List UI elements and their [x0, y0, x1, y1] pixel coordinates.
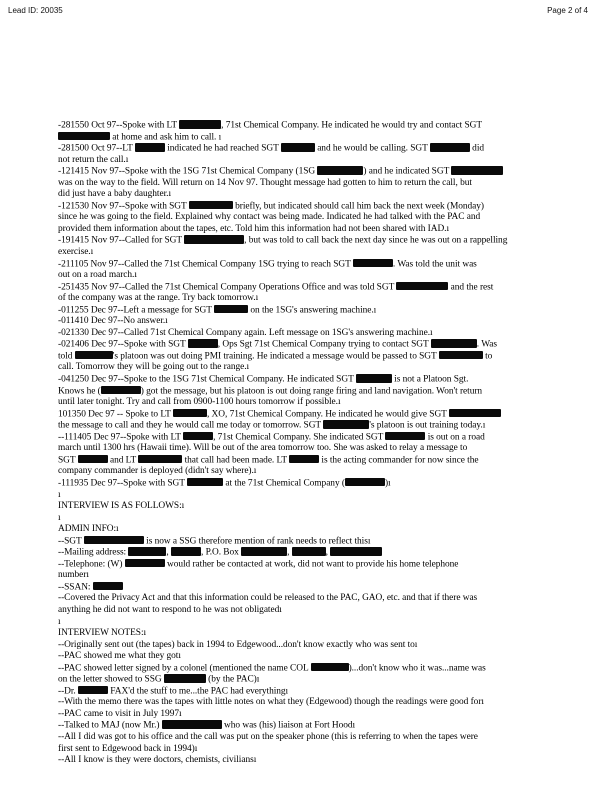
redaction-bar — [184, 235, 244, 244]
redaction-bar — [58, 132, 110, 141]
document-line — [58, 178, 586, 190]
redaction-bar — [78, 455, 108, 464]
redaction-bar — [101, 386, 141, 395]
line-text: (by the PAC)ı — [205, 674, 260, 685]
line-text: exercise.ı — [58, 247, 94, 258]
line-text: --All I know is they were doctors, chemists, civiliansı — [58, 755, 257, 766]
line-text: , Ops Sgt 71st Chemical Company trying to contact SGT — [217, 339, 431, 350]
document-line — [58, 628, 586, 640]
document-line — [58, 720, 586, 732]
line-text: -111935 Dec 97--Spoke with SGT — [58, 478, 188, 489]
redaction-bar — [317, 166, 363, 175]
redaction-bar — [171, 547, 201, 556]
redaction-bar — [135, 143, 165, 152]
document-line — [58, 212, 586, 224]
line-text: -121415 Nov 97--Spoke with the 1SG 71st Chemical Company (1SG — [58, 166, 318, 177]
redaction-bar — [179, 120, 221, 129]
redaction-bar — [289, 455, 319, 464]
redaction-bar — [93, 582, 123, 591]
document-line — [58, 386, 586, 398]
line-text: --PAC showed letter signed by a colonel (mentioned the name COL — [58, 663, 311, 674]
redaction-bar — [356, 374, 392, 383]
line-text: on the letter showed to SSG — [58, 674, 164, 685]
redaction-bar — [78, 686, 108, 695]
line-text: 101350 Dec 97 -- Spoke to LT — [58, 409, 173, 420]
line-text: --Originally sent out (the tapes) back in 1994 to Edgewood...don't know exactly who was sent toı — [58, 639, 418, 650]
document-line — [58, 466, 586, 478]
line-text: , but was told to call back the next day since he was out on a rappelling — [244, 235, 508, 246]
redaction-bar — [187, 478, 223, 487]
document-line — [58, 132, 586, 144]
document-line — [58, 524, 586, 536]
document-line — [58, 686, 586, 698]
document-line — [58, 270, 586, 282]
line-text: -251435 Nov 97--Called the 71st Chemical Company Operations Office and was told SGT — [58, 282, 397, 293]
document-line — [58, 235, 586, 247]
document-line — [58, 155, 586, 167]
line-text: and he would be calling. SGT — [314, 143, 430, 154]
line-text: , XO, 71st Chemical Company. He indicated he would give SGT — [206, 409, 449, 420]
document-line — [58, 443, 586, 455]
line-text: Knows he ( — [58, 386, 101, 397]
document-line — [58, 593, 586, 605]
line-text: --111405 Dec 97--Spoke with LT — [58, 432, 184, 443]
document-line — [58, 709, 586, 721]
document-line — [58, 697, 586, 709]
line-text: indicated he had reached SGT — [164, 143, 281, 154]
document-line — [58, 339, 586, 351]
redaction-bar — [330, 547, 382, 556]
line-text: at home and ask him to call. ı — [110, 132, 222, 143]
document-line — [58, 478, 586, 490]
line-text: --SGT — [58, 536, 84, 547]
redaction-bar — [430, 143, 470, 152]
document-line — [58, 328, 586, 340]
line-text: at the 71st Chemical Company ( — [223, 478, 345, 489]
document-line — [58, 201, 586, 213]
line-text: -191415 Nov 97--Called for SGT — [58, 235, 185, 246]
line-text: out on a road march.ı — [58, 270, 137, 281]
document-line — [58, 651, 586, 663]
redaction-bar — [345, 478, 385, 487]
document-line — [58, 120, 586, 132]
line-text: call. Tomorrow they will be going out to the range.ı — [58, 362, 250, 373]
line-text: to — [482, 351, 493, 362]
line-text: not return the call.ı — [58, 154, 129, 165]
redaction-bar — [214, 305, 248, 314]
document-body — [58, 120, 586, 767]
line-text: since he was going to the field. Explained why contact was being made. Indicated he had talked with the PAC and — [58, 212, 481, 223]
document-line — [58, 166, 586, 178]
line-text: numberı — [58, 570, 89, 581]
line-text: first sent to Edgewood back in 1994)ı — [58, 743, 198, 754]
line-text: , — [287, 547, 292, 558]
line-text: --SSAN: — [58, 582, 93, 593]
redaction-bar — [173, 409, 207, 418]
document-line — [58, 316, 586, 328]
line-text: anything he did not want to respond to he was not obligatedı — [58, 604, 282, 615]
redaction-bar — [189, 201, 233, 210]
document-line — [58, 640, 586, 652]
document-line — [58, 570, 586, 582]
line-text: provided them information about the tapes, etc. Told him this information had not been shared with IAD.ı — [58, 223, 450, 234]
document-line — [58, 143, 586, 155]
document-line — [58, 559, 586, 571]
line-text: ) got the message, but his platoon is out doing range firing and land navigation. Won't return — [140, 386, 483, 397]
line-text: FAX'd the stuff to me...the PAC had everythingı — [108, 686, 289, 697]
document-line — [58, 189, 586, 201]
line-text: told — [58, 351, 75, 362]
document-line — [58, 305, 586, 317]
line-text: until later tonight. Try and call from 0900-1100 hours tomorrow if possible.ı — [58, 397, 341, 408]
redaction-bar — [431, 339, 477, 348]
line-text: . Was told the unit was — [392, 259, 477, 270]
document-line — [58, 224, 586, 236]
line-text: -281550 Oct 97--Spoke with LT — [58, 120, 180, 131]
line-text: and LT — [107, 455, 139, 466]
line-text: INTERVIEW NOTES:ı — [58, 628, 147, 639]
document-line — [58, 293, 586, 305]
line-text: the message to call and they he would call me today or tomorrow. SGT — [58, 420, 324, 431]
line-text: on the 1SG's answering machine.ı — [248, 305, 377, 316]
document-line — [58, 409, 586, 421]
line-text: company commander is deployed (didn't say where).ı — [58, 466, 257, 477]
document-line — [58, 247, 586, 259]
document-line — [58, 744, 586, 756]
document-line — [58, 432, 586, 444]
document-line — [58, 374, 586, 386]
redaction-bar — [385, 432, 425, 441]
line-text: -011410 Dec 97--No answer.ı — [58, 316, 168, 327]
line-text: briefly, but indicated should call him back the next week (Monday) — [232, 201, 485, 212]
redaction-bar — [162, 720, 222, 729]
line-text: , 71st Chemical Company. She indicated SGT — [213, 432, 386, 443]
line-text: --All I did was got to his office and the call was put on the speaker phone (this is referring to when the tapes were — [58, 731, 478, 742]
line-text: is now a SSG therefore mention of rank needs to reflect thisı — [143, 536, 371, 547]
line-text: --Dr. — [58, 686, 79, 697]
redaction-bar — [281, 143, 315, 152]
line-text: was on the way to the field. Will return on 14 Nov 97. Thought message had gotten to him to return the call, but — [58, 177, 472, 188]
line-text: , 71st Chemical Company. He indicated he would try and contact SGT — [221, 120, 483, 131]
line-text: -021330 Dec 97--Called 71st Chemical Company again. Left message on 1SG's answering machine.ı — [58, 327, 433, 338]
document-line — [58, 397, 586, 409]
line-text: did — [469, 143, 485, 154]
line-text: ) and he indicated SGT — [363, 166, 452, 177]
page-number: Page 2 of 4 — [547, 6, 588, 15]
document-line — [58, 501, 586, 513]
document-line — [58, 259, 586, 271]
line-text: -281500 Oct 97--LT — [58, 143, 135, 154]
line-text: did just have a baby daughter.ı — [58, 189, 172, 200]
line-text: -041250 Dec 97--Spoke to the 1SG 71st Chemical Company. He indicated SGT — [58, 374, 356, 385]
line-text: -011255 Dec 97--Left a message for SGT — [58, 305, 215, 316]
redaction-bar — [396, 282, 448, 291]
document-line — [58, 490, 586, 502]
line-text: of the company was at the range. Try back tomorrow.ı — [58, 293, 259, 304]
document-line — [58, 663, 586, 675]
document-line — [58, 455, 586, 467]
line-text: -211105 Nov 97--Called the 71st Chemical Company 1SG trying to reach SGT — [58, 259, 353, 270]
redaction-bar — [439, 351, 483, 360]
line-text: -121530 Nov 97--Spoke with SGT — [58, 201, 189, 212]
document-line — [58, 536, 586, 548]
document-line — [58, 351, 586, 363]
line-text: who was (his) liaison at Fort Hoodı — [221, 720, 356, 731]
line-text: --With the memo there was the tapes with little notes on what they (Edgewood) though the readings were good forı — [58, 697, 484, 708]
redaction-bar — [75, 351, 113, 360]
line-text: ı — [58, 512, 61, 523]
line-text: )ı — [384, 478, 391, 489]
document-line — [58, 674, 586, 686]
line-text: )...don't know who it was...name was — [348, 663, 486, 674]
redaction-bar — [241, 547, 287, 556]
redaction-bar — [449, 409, 501, 418]
line-text: that call had been made. LT — [182, 455, 290, 466]
lead-id: Lead ID: 20035 — [8, 6, 63, 15]
line-text: is the acting commander for now since the — [319, 455, 479, 466]
document-line — [58, 513, 586, 525]
line-text: -021406 Dec 97--Spoke with SGT — [58, 339, 188, 350]
line-text: ı — [58, 489, 61, 500]
line-text: , — [325, 547, 331, 558]
line-text: 's platoon is out training today.ı — [369, 420, 486, 431]
redaction-bar — [292, 547, 326, 556]
line-text: --Mailing address: — [58, 547, 129, 558]
redaction-bar — [138, 455, 182, 464]
document-line — [58, 420, 586, 432]
line-text: . Was — [476, 339, 497, 350]
line-text: ı — [58, 616, 61, 627]
redaction-bar — [84, 536, 144, 545]
redaction-bar — [125, 559, 165, 568]
redaction-bar — [164, 674, 206, 683]
line-text: 's platoon was out doing PMI training. He indicated a message would be passed to SGT — [112, 351, 439, 362]
line-text: ADMIN INFO:ı — [58, 524, 119, 535]
line-text: is out on a road — [425, 432, 485, 443]
document-line — [58, 617, 586, 629]
line-text: march until 1300 hrs (Hawaii time). Will be out of the area tomorrow too. She was asked to relay a message to — [58, 443, 468, 454]
line-text: is not a Platoon Sgt. — [391, 374, 469, 385]
document-line — [58, 282, 586, 294]
redaction-bar — [183, 432, 213, 441]
redaction-bar — [323, 420, 369, 429]
line-text: would rather be contacted at work, did not want to provide his home telephone — [164, 559, 459, 570]
line-text: --PAC came to visit in July 1997ı — [58, 708, 182, 719]
redaction-bar — [188, 339, 218, 348]
line-text: --Telephone: (W) — [58, 559, 125, 570]
line-text: SGT — [58, 455, 78, 466]
redaction-bar — [311, 663, 349, 672]
document-line — [58, 755, 586, 767]
line-text: --Covered the Privacy Act and that this information could be released to the PAC, GAO, etc. and that if there was — [58, 593, 478, 604]
redaction-bar — [128, 547, 166, 556]
document-line — [58, 732, 586, 744]
document-line — [58, 605, 586, 617]
line-text: and the rest — [448, 282, 494, 293]
line-text: , P.O. Box — [200, 547, 242, 558]
document-line — [58, 362, 586, 374]
redaction-bar — [451, 166, 503, 175]
line-text: --Talked to MAJ (now Mr.) — [58, 720, 162, 731]
line-text: , — [166, 547, 171, 558]
document-line — [58, 547, 586, 559]
line-text: --PAC showed me what they gotı — [58, 651, 181, 662]
document-line — [58, 582, 586, 594]
redaction-bar — [353, 259, 393, 268]
line-text: INTERVIEW IS AS FOLLOWS:ı — [58, 501, 185, 512]
